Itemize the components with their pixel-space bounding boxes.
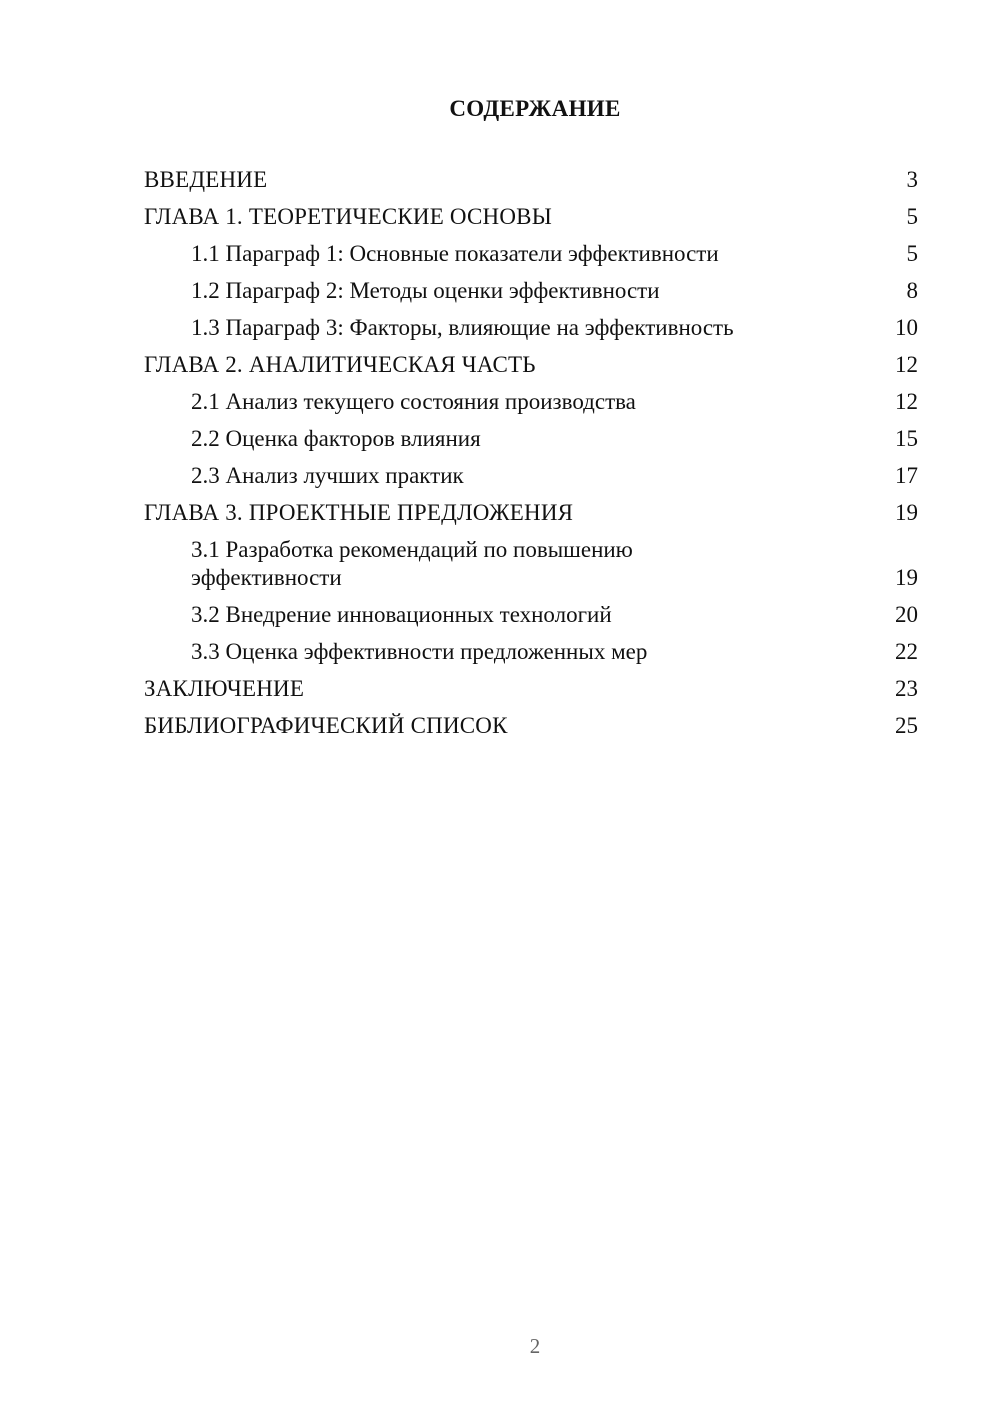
toc-entry-label: 1.1 Параграф 1: Основные показатели эффективности bbox=[191, 241, 719, 266]
toc-entry-label: 3.2 Внедрение инновационных технологий bbox=[191, 602, 612, 627]
toc-entry-page: 19 bbox=[895, 565, 918, 590]
toc-entry-page: 15 bbox=[895, 426, 918, 451]
toc-entry-page: 12 bbox=[895, 389, 918, 414]
toc-entry-label: 3.1 Разработка рекомендаций по повышению эффективности bbox=[191, 537, 633, 590]
toc-entry-page: 8 bbox=[906, 278, 918, 303]
toc-entry-label: 2.2 Оценка факторов влияния bbox=[191, 426, 481, 451]
toc-entry-label: ГЛАВА 1. ТЕОРЕТИЧЕСКИЕ ОСНОВЫ bbox=[144, 204, 552, 229]
toc-entry-page: 23 bbox=[895, 676, 918, 701]
table-of-contents bbox=[144, 166, 918, 749]
toc-entry[interactable] bbox=[144, 425, 918, 453]
toc-entry-label: 3.3 Оценка эффективности предложенных мер bbox=[191, 639, 648, 664]
toc-entry[interactable] bbox=[144, 499, 918, 527]
toc-entry-page: 22 bbox=[895, 639, 918, 664]
toc-entry[interactable] bbox=[144, 203, 918, 231]
toc-entry[interactable] bbox=[144, 462, 918, 490]
toc-entry-page: 12 bbox=[895, 352, 918, 377]
toc-entry[interactable] bbox=[144, 712, 918, 740]
toc-entry[interactable] bbox=[144, 240, 918, 268]
toc-entry[interactable] bbox=[144, 351, 918, 379]
toc-entry[interactable] bbox=[144, 314, 918, 342]
toc-entry[interactable] bbox=[144, 536, 918, 592]
toc-entry-label: ГЛАВА 2. АНАЛИТИЧЕСКАЯ ЧАСТЬ bbox=[144, 352, 536, 377]
toc-entry-page: 19 bbox=[895, 500, 918, 525]
page-number: 2 bbox=[529, 1334, 541, 1358]
toc-entry-label: 2.1 Анализ текущего состояния производства bbox=[191, 389, 636, 414]
toc-entry-page: 20 bbox=[895, 602, 918, 627]
toc-entry-label: ВВЕДЕНИЕ bbox=[144, 167, 268, 192]
toc-entry-label: ГЛАВА 3. ПРОЕКТНЫЕ ПРЕДЛОЖЕНИЯ bbox=[144, 500, 574, 525]
toc-entry[interactable] bbox=[144, 601, 918, 629]
toc-entry-label: 1.2 Параграф 2: Методы оценки эффективности bbox=[191, 278, 660, 303]
toc-entry-label: 1.3 Параграф 3: Факторы, влияющие на эффективность bbox=[191, 315, 734, 340]
toc-entry[interactable] bbox=[144, 277, 918, 305]
toc-entry-label: БИБЛИОГРАФИЧЕСКИЙ СПИСОК bbox=[144, 713, 508, 738]
toc-entry-page: 17 bbox=[895, 463, 918, 488]
toc-entry[interactable] bbox=[144, 675, 918, 703]
toc-title: СОДЕРЖАНИЕ bbox=[449, 96, 621, 121]
toc-entry[interactable] bbox=[144, 638, 918, 666]
toc-entry-page: 5 bbox=[906, 241, 918, 266]
toc-entry-page: 5 bbox=[906, 204, 918, 229]
toc-entry-page: 3 bbox=[906, 167, 918, 192]
toc-entry-page: 25 bbox=[895, 713, 918, 738]
toc-entry-page: 10 bbox=[895, 315, 918, 340]
toc-entry-label: ЗАКЛЮЧЕНИЕ bbox=[144, 676, 305, 701]
toc-entry-label: 2.3 Анализ лучших практик bbox=[191, 463, 464, 488]
toc-entry[interactable] bbox=[144, 166, 918, 194]
toc-entry[interactable] bbox=[144, 388, 918, 416]
